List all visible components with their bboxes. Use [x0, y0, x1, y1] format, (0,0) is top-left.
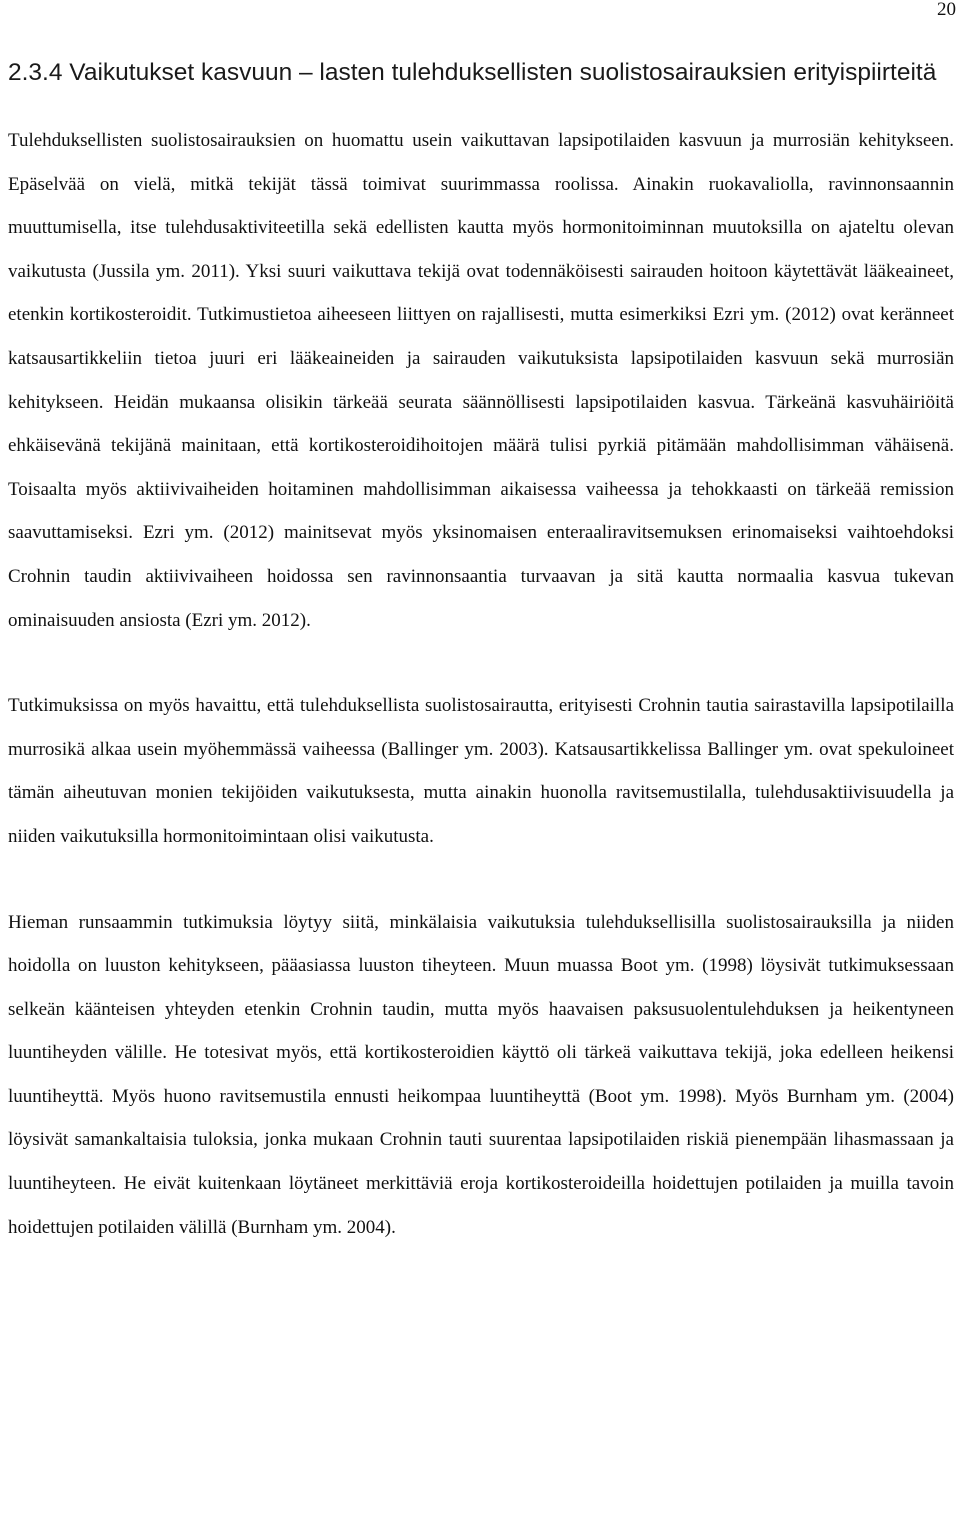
paragraph-growth-effects: Tulehduksellisten suolistosairauksien on huomattu usein vaikuttavan lapsipotilaiden kasvuun ja murrosiän kehitykseen. Epäselvää on vielä, mitkä tekijät tässä toimivat suurimmassa roolissa. Ainakin ruokavaliolla, ravinnonsaannin muuttumisella, itse tulehdusaktiviteetilla sekä edellisten kautta myös hormonitoiminnan muutoksilla on ajateltu olevan vaikutusta (Jussila ym. 2011). Yksi suuri vaikuttava tekijä ovat todennäköisesti sairauden hoitoon käytettävät lääkeaineet, etenkin kortikosteroidit. Tutkimustietoa aiheeseen liittyen on rajallisesti, mutta esimerkiksi Ezri ym. (2012) ovat keränneet katsausartikkeliin tietoa juuri eri lääkeaineiden ja sairauden vaikutuksista lapsipotilaiden kasvuun sekä murrosiän kehitykseen. Heidän mukaansa olisikin tärkeää seurata säännöllisesti lapsipotilaiden kasvua. Tärkeänä kasvuhäiriöitä ehkäisevänä tekijänä mainitaan, että kortikosteroidihoitojen määrä tulisi pyrkiä pitämään mahdollisimman vähäisenä. Toisaalta myös aktiivivaiheiden hoitaminen mahdollisimman aikaisessa vaiheessa ja tehokkaasti on tärkeää remission saavuttamiseksi. Ezri ym. (2012) mainitsevat myös yksinomaisen enteraaliravitsemuksen erinomaiseksi vaihtoehdoksi Crohnin taudin aktiivivaiheen hoidossa sen ravinnonsaantia turvaavan ja sitä kautta normaalia kasvua tukevan ominaisuuden ansiosta (Ezri ym. 2012). [8, 130, 954, 631]
page-number: 20 [937, 0, 956, 20]
section-heading: 2.3.4 Vaikutukset kasvuun – lasten tulehduksellisten suolistosairauksien erityispiirteitä [8, 59, 937, 86]
paragraph-bone-density: Hieman runsaammin tutkimuksia löytyy siitä, minkälaisia vaikutuksia tulehduksellisilla suolistosairauksilla ja niiden hoidolla on luuston kehitykseen, pääasiassa luuston tiheyteen. Muun muassa Boot ym. (1998) löysivät tutkimuksessaan selkeän käänteisen yhteyden etenkin Crohnin taudin, mutta myös haavaisen paksusuolentulehduksen ja heikentyneen luuntiheyden välille. He totesivat myös, että kortikosteroidien käyttö oli tärkeä vaikuttava tekijä, joka edelleen heikensi luuntiheyttä. Myös huono ravitsemustila ennusti heikompaa luuntiheyttä (Boot ym. 1998). Myös Burnham ym. (2004) löysivät samankaltaisia tuloksia, jonka mukaan Crohnin tauti suurentaa lapsipotilaiden riskiä pienempään lihasmassaan ja luuntiheyteen. He eivät kuitenkaan löytäneet merkittäviä eroja kortikosteroideilla hoidettujen potilaiden ja muilla tavoin hoidettujen potilaiden välillä (Burnham ym. 2004). [8, 911, 954, 1238]
paragraph-puberty: Tutkimuksissa on myös havaittu, että tulehduksellista suolistosairautta, erityisesti Crohnin tautia sairastavilla lapsipotilailla murrosikä alkaa usein myöhemmässä vaiheessa (Ballinger ym. 2003). Katsausartikkelissa Ballinger ym. ovat spekuloineet tämän aiheutuvan monien tekijöiden vaikutuksesta, mutta ainakin huonolla ravitsemustilalla, tulehdusaktiivisuudella ja niiden vaikutuksilla hormonitoimintaan olisi vaikutusta. [8, 695, 954, 847]
document-body [8, 48, 954, 1249]
